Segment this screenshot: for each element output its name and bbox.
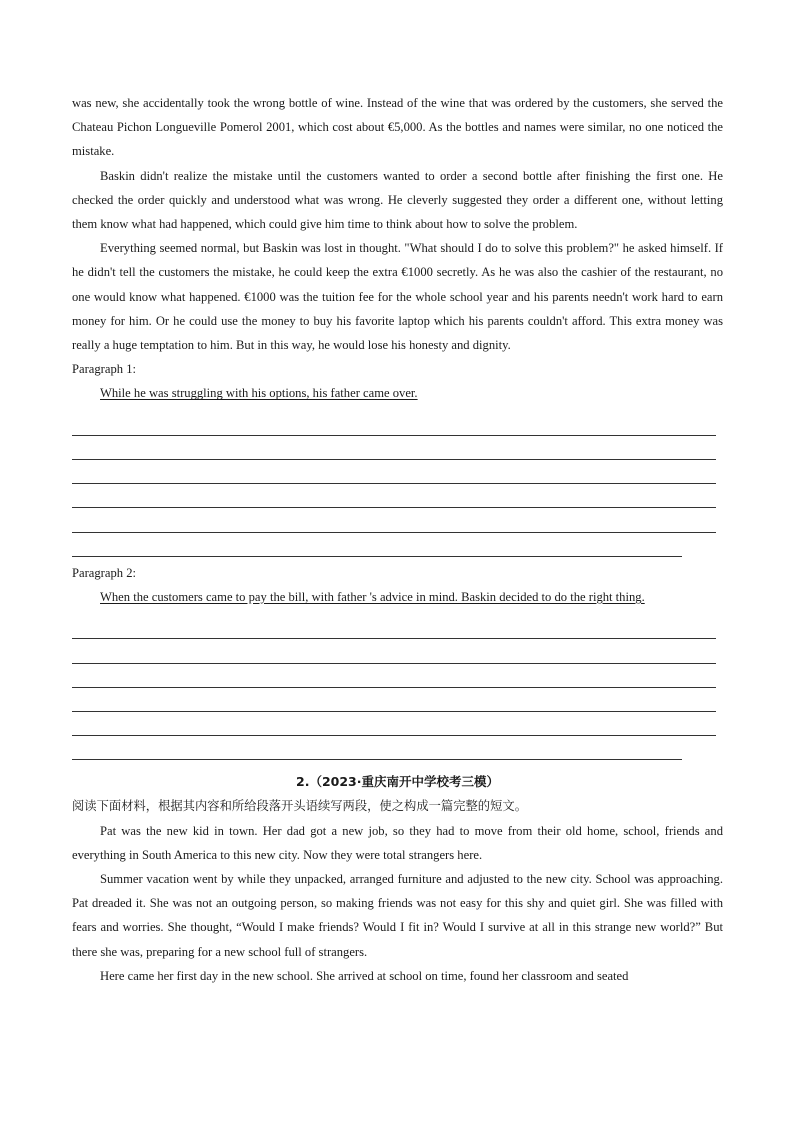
passage-paragraph: Everything seemed normal, but Baskin was lost in thought. "What should I do to solve this problem?" he asked himself. If he didn't tell the customers the mistake, he could keep the extra €1000 secretly. As he was also the cashier of the restaurant, no one would know what happened. €1000 was the tuition fee for the whole school year and his parents needn't work hard to earn money for him. Or he could use the money to buy his favorite laptop which his parents couldn't afford. This extra money was really a huge temptation to him. But in this way, he would lose his honesty and dignity.: [72, 241, 723, 353]
writing-line[interactable]: [72, 736, 682, 760]
writing-line[interactable]: [72, 712, 716, 736]
passage-paragraph: Pat was the new kid in town. Her dad got a new job, so they had to move from their old home, school, friends and everything in South America to this new city. Now they were total strangers here.: [72, 823, 723, 862]
page-content: [72, 91, 723, 988]
writing-line[interactable]: [72, 664, 716, 688]
paragraph1-starter-text: While he was struggling with his options, his father came over.: [100, 386, 418, 401]
writing-line[interactable]: [72, 508, 716, 532]
paragraph1-writing-lines[interactable]: [72, 412, 723, 557]
question-title: 2.（2023·重庆南开中学校考三模）: [296, 774, 499, 790]
writing-line[interactable]: [72, 412, 716, 436]
passage-paragraph: Here came her first day in the new school. She arrived at school on time, found her classroom and seated: [100, 968, 629, 983]
paragraph1-label: Paragraph 1:: [72, 362, 136, 377]
paragraph2-label: Paragraph 2:: [72, 565, 136, 580]
passage-paragraph: Summer vacation went by while they unpacked, arranged furniture and adjusted to the new city. School was approaching. Pat dreaded it. She was not an outgoing person, so making friends was not easy for this shy and quiet girl. She was filled with fears and worries. She thought, “Would I make friends? Would I fit in? Would I survive at all in this strange new world?” But there she was, preparing for a new school full of strangers.: [72, 871, 723, 959]
writing-line[interactable]: [72, 484, 716, 508]
writing-line[interactable]: [72, 436, 716, 460]
passage-paragraph: Baskin didn't realize the mistake until the customers wanted to order a second bottle after finishing the first one. He checked the order quickly and understood what was wrong. He cleverly suggested they order a different one, without letting them know what had happened, which could give him time to think about how to solve the problem.: [72, 168, 723, 232]
writing-line[interactable]: [72, 533, 682, 557]
writing-line[interactable]: [72, 688, 716, 712]
question-instruction: 阅读下面材料，根据其内容和所给段落开头语续写两段，使之构成一篇完整的短文。: [72, 799, 527, 814]
paragraph1-starter: [100, 381, 723, 405]
writing-line[interactable]: [72, 460, 716, 484]
writing-line[interactable]: [72, 615, 716, 639]
writing-line[interactable]: [72, 639, 716, 663]
paragraph2-starter-text: When the customers came to pay the bill, with father 's advice in mind. Baskin decided to do the right thing.: [100, 589, 645, 604]
paragraph2-starter: [100, 585, 723, 609]
paragraph2-writing-lines[interactable]: [72, 615, 723, 760]
passage-paragraph: was new, she accidentally took the wrong bottle of wine. Instead of the wine that was ordered by the customers, she served the Chateau Pichon Longueville Pomerol 2001, which cost about €5,000. As the bottles and names were similar, no one noticed the mistake.: [72, 96, 723, 159]
